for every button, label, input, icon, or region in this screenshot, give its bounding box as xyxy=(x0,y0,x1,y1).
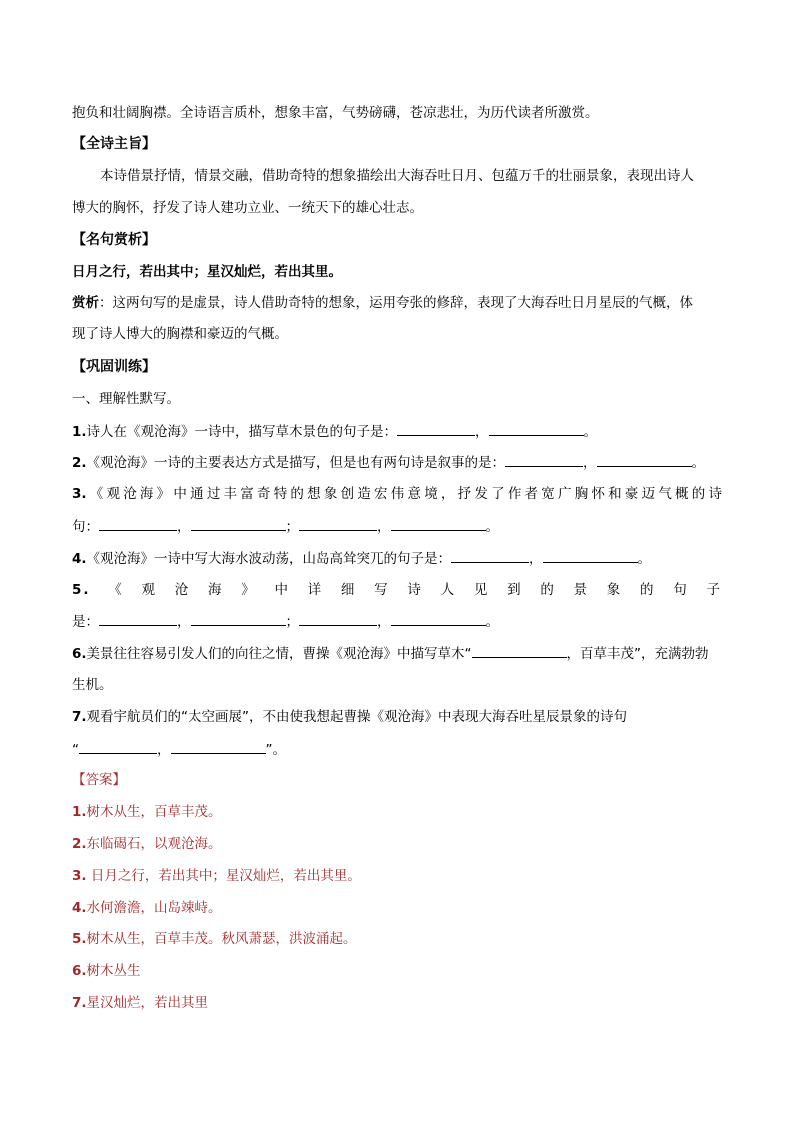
answer-blank[interactable] xyxy=(191,516,286,531)
answer-blank[interactable] xyxy=(171,739,266,754)
answer-blank[interactable] xyxy=(472,643,567,658)
question-text: 《观沧海》一诗中写大海水波动荡，山岛高耸突兀的句子是： xyxy=(86,551,452,567)
question-2: 2.《观沧海》一诗的主要表达方式是描写，但是也有两句诗是叙事的是： ， 。 xyxy=(72,452,722,473)
question-1: 1.诗人在《观沧海》一诗中，描写草木景色的句子是： ， 。 xyxy=(72,421,722,442)
theme-line-2: 博大的胸怀，抒发了诗人建功立业、一统天下的雄心壮志。 xyxy=(72,200,423,216)
answer-blank[interactable] xyxy=(397,421,475,436)
answer-item: 1.树木从生，百草丰茂。 xyxy=(72,804,222,820)
analysis-line-1 xyxy=(72,293,722,313)
practice-heading: 【巩固训练】 xyxy=(72,359,156,375)
analysis-text-1: ：这两句写的是虚景，诗人借助奇特的想象，运用夸张的修辞，表现了大海吞吐日月星辰的气概，体 xyxy=(99,295,693,311)
answer-blank[interactable] xyxy=(505,452,583,467)
answer-item: 5.树木从生，百草丰茂。秋风萧瑟，洪波涌起。 xyxy=(72,931,357,947)
question-text: 诗人在《观沧海》一诗中，描写草木景色的句子是： xyxy=(86,424,398,440)
analysis-line-2: 现了诗人博大的胸襟和豪迈的气概。 xyxy=(72,326,288,342)
answer-blank[interactable] xyxy=(597,452,692,467)
question-text: 观看宇航员们的“太空画展”，不由使我想起曹操《观沧海》中表现大海吞吐星辰景象的诗句 xyxy=(86,709,628,725)
famous-heading: 【名句赏析】 xyxy=(72,232,156,248)
answer-blank[interactable] xyxy=(391,516,486,531)
answer-item: 6.树木丛生 xyxy=(72,963,141,979)
question-number: 1. xyxy=(72,424,87,440)
question-text: 《观沧海》中通过丰富奇特的想象创造宏伟意境，抒发了作者宽广胸怀和豪迈气概的诗 xyxy=(86,486,722,502)
question-6-line-1: 6.美景往往容易引发人们的向往之情，曹操《观沧海》中描写草木“ ，百草丰茂”，充满勃勃 xyxy=(72,643,722,664)
practice-section-title: 一、理解性默写。 xyxy=(72,391,180,407)
answer-blank[interactable] xyxy=(451,548,529,563)
theme-heading: 【全诗主旨】 xyxy=(72,136,156,152)
question-number: 6. xyxy=(72,646,87,662)
famous-quote: 日月之行，若出其中；星汉灿烂，若出其里。 xyxy=(72,264,342,280)
question-5-line-1 xyxy=(72,580,722,600)
question-text: 美景往往容易引发人们的向往之情，曹操《观沧海》中描写草木“ xyxy=(86,646,472,662)
answer-blank[interactable] xyxy=(489,421,584,436)
answer-blank[interactable] xyxy=(543,548,638,563)
analysis-label: 赏析 xyxy=(72,295,99,311)
question-3-line-1 xyxy=(72,484,722,504)
answer-item: 7.星汉灿烂，若出其里 xyxy=(72,995,209,1011)
answer-blank[interactable] xyxy=(191,611,286,626)
answer-item: 4.水何澹澹，山岛竦峙。 xyxy=(72,900,222,916)
question-number: 4. xyxy=(72,551,87,567)
answer-blank[interactable] xyxy=(391,611,486,626)
answers-heading: 【答案】 xyxy=(72,772,126,788)
question-number: 7. xyxy=(72,709,87,725)
question-7-line-1 xyxy=(72,707,722,727)
answer-item: 2.东临碣石，以观沧海。 xyxy=(72,836,222,852)
answer-blank[interactable] xyxy=(99,516,177,531)
question-3-line-2: 句： ， ； ， 。 xyxy=(72,516,722,537)
theme-line-1: 本诗借景抒情，情景交融，借助奇特的想象描绘出大海吞吐日月、包蕴万千的壮丽景象，表现出诗人 xyxy=(100,168,694,184)
question-5-line-2: 是： ， ； ， 。 xyxy=(72,611,722,632)
question-6-line-2: 生机。 xyxy=(72,677,113,693)
answer-blank[interactable] xyxy=(299,516,377,531)
answer-blank[interactable] xyxy=(99,611,177,626)
question-number: 3. xyxy=(72,486,87,502)
answer-item: 3. 日月之行，若出其中；星汉灿烂，若出其里。 xyxy=(72,868,361,884)
intro-tail: 抱负和壮阔胸襟。全诗语言质朴，想象丰富，气势磅礴，苍凉悲壮，为历代读者所激赏。 xyxy=(72,105,599,121)
question-7-line-2: “ ， ”。 xyxy=(72,739,722,760)
question-4: 4.《观沧海》一诗中写大海水波动荡，山岛高耸突兀的句子是： ， 。 xyxy=(72,548,722,569)
answer-blank[interactable] xyxy=(79,739,157,754)
question-number: 2. xyxy=(72,455,87,471)
answer-blank[interactable] xyxy=(299,611,377,626)
question-number: 5. xyxy=(72,582,91,598)
question-text: 《观沧海》中详细写诗人见到的景象的句子 xyxy=(90,582,722,598)
question-text: 《观沧海》一诗的主要表达方式是描写，但是也有两句诗是叙事的是： xyxy=(86,455,506,471)
